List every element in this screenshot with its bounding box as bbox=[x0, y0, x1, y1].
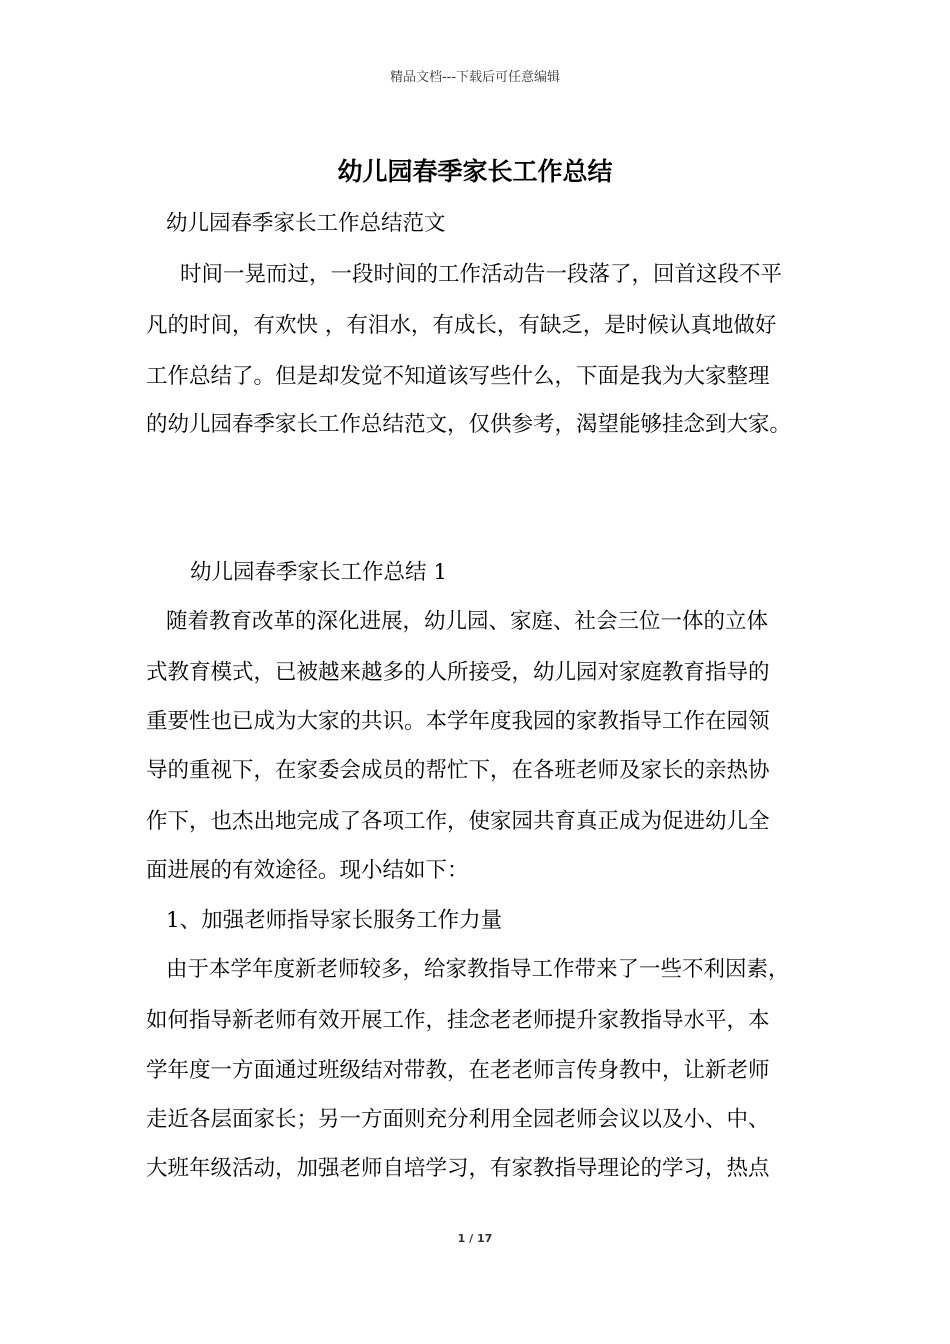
paragraph-line: 重要性也已成为大家的共识。本学年度我园的家教指导工作在园领 bbox=[146, 709, 770, 734]
paragraph-line: 凡的时间，有欢快 ，有泪水，有成长，有缺乏，是时候认真地做好 bbox=[146, 313, 777, 338]
paragraph-line: 随着教育改革的深化进展，幼儿园、家庭、社会三位一体的立体 bbox=[166, 609, 769, 634]
paragraph-line: 的幼儿园春季家长工作总结范文，仅供参考，渴望能够挂念到大家。 bbox=[146, 412, 792, 437]
paragraph-line: 由于本学年度新老师较多，给家教指导工作带来了一些不利因素， bbox=[166, 957, 790, 982]
page-header: 精品文档---下载后可任意编辑 bbox=[389, 70, 561, 85]
numbered-heading: 1、加强老师指导家长服务工作力量 bbox=[166, 908, 503, 933]
paragraph-line: 作下，也杰出地完成了各项工作，使家园共育真正成为促进幼儿全 bbox=[146, 809, 770, 834]
paragraph-line: 走近各层面家长；另一方面则充分利用全园老师会议以及小、中、 bbox=[146, 1107, 770, 1132]
paragraph-line: 导的重视下，在家委会成员的帮忙下，在各班老师及家长的亲热协 bbox=[146, 758, 770, 783]
page-number: 1 / 17 bbox=[457, 1232, 493, 1245]
document-title: 幼儿园春季家长工作总结 bbox=[337, 157, 613, 186]
paragraph-line: 学年度一方面通过班级结对带教，在老老师言传身教中，让新老师 bbox=[146, 1058, 770, 1083]
paragraph-line: 如何指导新老师有效开展工作，挂念老老师提升家教指导水平，本 bbox=[146, 1008, 770, 1033]
section-heading: 幼儿园春季家长工作总结 1 bbox=[190, 560, 448, 585]
paragraph-line: 时间一晃而过，一段时间的工作活动告一段落了，回首这段不平 bbox=[180, 262, 783, 287]
paragraph-line: 工作总结了。但是却发觉不知道该写些什么，下面是我为大家整理 bbox=[146, 364, 770, 389]
paragraph-line: 大班年级活动，加强老师自培学习，有家教指导理论的学习，热点 bbox=[146, 1156, 770, 1181]
subtitle-line: 幼儿园春季家长工作总结范文 bbox=[166, 211, 446, 236]
paragraph-line: 式教育模式，已被越来越多的人所接受，幼儿园对家庭教育指导的 bbox=[146, 660, 770, 685]
paragraph-line: 面进展的有效途径。现小结如下： bbox=[146, 858, 469, 883]
